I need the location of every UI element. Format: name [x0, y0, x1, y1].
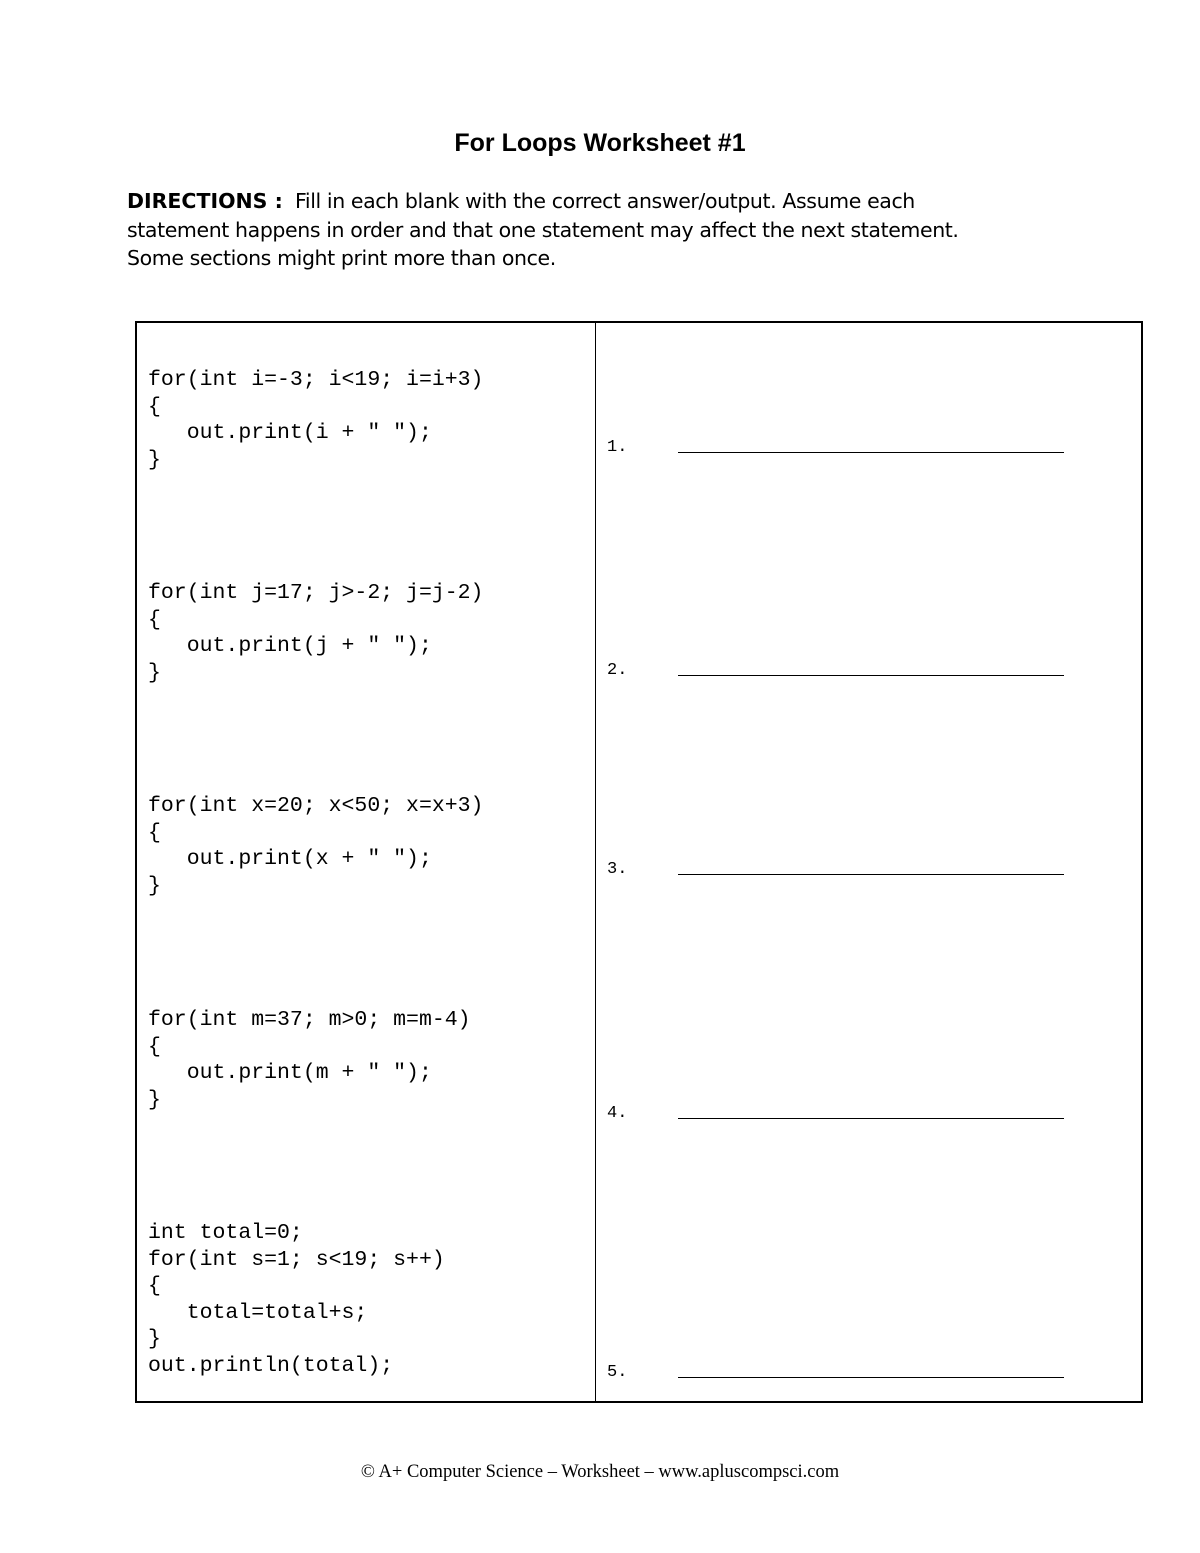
- answer-blank-1[interactable]: [678, 452, 1064, 453]
- footer-copyright: © A+ Computer Science – Worksheet – www.apluscompsci.com: [360, 1462, 840, 1482]
- answer-number-5: 5.: [607, 1363, 628, 1382]
- code-line: out.print(x + " ");: [148, 847, 432, 871]
- code-line: }: [148, 1327, 161, 1351]
- answer-blank-4[interactable]: [678, 1118, 1064, 1119]
- code-line: for(int j=17; j>-2; j=j-2): [148, 581, 484, 605]
- code-line: {: [148, 820, 161, 845]
- answer-blank-5[interactable]: [678, 1377, 1064, 1378]
- code-line: }: [148, 447, 161, 472]
- code-block-5: [148, 1220, 445, 1379]
- code-line: total=total+s;: [148, 1300, 368, 1325]
- code-line: {: [148, 394, 161, 419]
- code-line: }: [148, 1087, 161, 1112]
- code-line: {: [148, 1274, 161, 1298]
- code-line: out.print(i + " ");: [148, 421, 432, 445]
- code-line: int total=0;: [148, 1221, 303, 1245]
- code-line: for(int i=-3; i<19; i=i+3): [148, 368, 484, 392]
- answer-number-4: 4.: [607, 1104, 628, 1123]
- column-divider: [595, 323, 596, 1401]
- directions-line-3: Some sections might print more than once.: [127, 246, 556, 270]
- directions-label: DIRECTIONS :: [127, 189, 283, 213]
- code-block-2: [148, 580, 483, 686]
- answer-blank-2[interactable]: [678, 675, 1064, 676]
- directions-line-1: [127, 187, 1047, 216]
- code-line: out.print(m + " ");: [148, 1061, 432, 1085]
- worksheet-title: For Loops Worksheet #1: [454, 129, 746, 157]
- code-block-4: [148, 1007, 471, 1113]
- code-line: out.print(j + " ");: [148, 634, 432, 658]
- code-line: {: [148, 607, 161, 632]
- code-line: {: [148, 1034, 161, 1059]
- answer-number-2: 2.: [607, 661, 628, 680]
- code-line: out.println(total);: [148, 1353, 394, 1378]
- directions-text-1: Fill in each blank with the correct answer/output. Assume each: [295, 189, 915, 213]
- code-line: for(int m=37; m>0; m=m-4): [148, 1008, 471, 1032]
- code-block-3: [148, 793, 483, 899]
- directions: [127, 187, 1047, 273]
- code-line: for(int s=1; s<19; s++): [148, 1247, 445, 1272]
- answer-blank-3[interactable]: [678, 874, 1064, 875]
- code-block-1: [148, 367, 483, 473]
- code-line: }: [148, 660, 161, 685]
- answer-number-1: 1.: [607, 438, 628, 457]
- answer-number-3: 3.: [607, 860, 628, 879]
- problem-table: [135, 321, 1143, 1403]
- directions-line-2: statement happens in order and that one statement may affect the next statement.: [127, 217, 959, 242]
- code-line: }: [148, 873, 161, 898]
- code-line: for(int x=20; x<50; x=x+3): [148, 794, 484, 818]
